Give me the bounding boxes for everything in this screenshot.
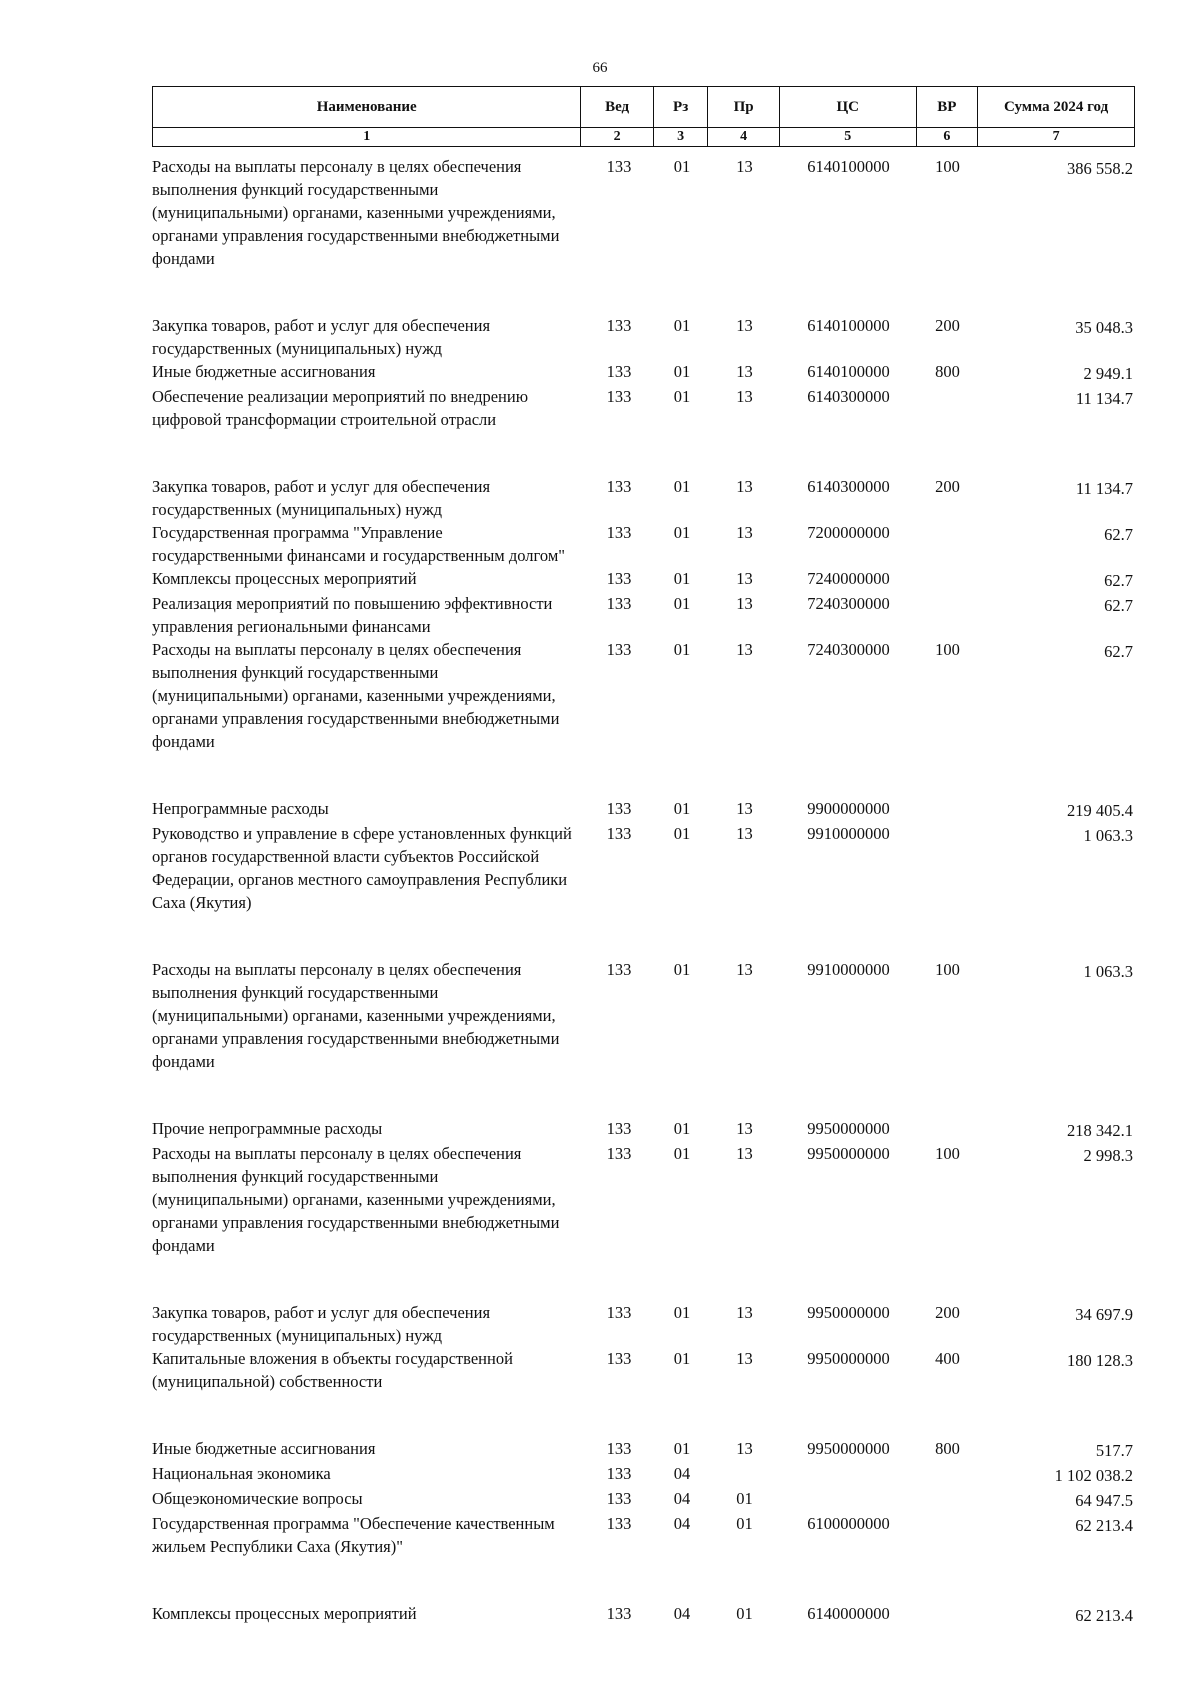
row-rz: 01: [673, 1303, 691, 1322]
row-rz: 01: [673, 362, 691, 381]
row-sum: 62.7: [1104, 571, 1133, 590]
row-cs: 9950000000: [807, 1349, 890, 1368]
table-row: [152, 567, 1135, 592]
table-row: [152, 1602, 1135, 1627]
row-sum: 62.7: [1104, 642, 1133, 661]
row-sum: 386 558.2: [1067, 159, 1133, 178]
table-row: [152, 1512, 1135, 1602]
row-pr: 13: [736, 1144, 753, 1163]
header-num-2: 2: [581, 128, 653, 147]
row-pr: 13: [736, 824, 753, 843]
row-pr: 13: [736, 960, 753, 979]
row-ved: 133: [606, 799, 632, 818]
row-sum: 218 342.1: [1067, 1121, 1133, 1140]
row-rz: 01: [673, 569, 691, 588]
row-cs: 9950000000: [807, 1144, 890, 1163]
row-sum: 62 213.4: [1075, 1516, 1133, 1535]
row-cs: 7240300000: [807, 640, 890, 659]
row-sum: 11 134.7: [1075, 479, 1133, 498]
row-vr: 100: [935, 960, 960, 979]
row-cs: 7240000000: [807, 569, 890, 588]
row-pr: 13: [736, 1119, 753, 1138]
table-row: [152, 1347, 1135, 1437]
row-pr: 01: [736, 1604, 753, 1623]
row-rz: 01: [673, 594, 691, 613]
row-rz: 01: [673, 477, 691, 496]
row-vr: [917, 521, 978, 567]
header-num-5: 5: [779, 128, 916, 147]
row-name: Реализация мероприятий по повышению эффективности управления региональными финансами: [152, 594, 553, 636]
row-name: Общеэкономические вопросы: [152, 1489, 363, 1508]
header-rz: Рз: [653, 87, 708, 128]
header-titles-row: [153, 87, 1135, 128]
row-cs: 9900000000: [807, 799, 890, 818]
row-name: Государственная программа "Управление государственными финансами и государственным долгом": [152, 523, 565, 565]
row-vr: [917, 1487, 978, 1512]
header-num-3: 3: [653, 128, 708, 147]
row-sum: 219 405.4: [1067, 801, 1133, 820]
row-cs: 9910000000: [807, 824, 890, 843]
header-sum: Сумма 2024 год: [978, 87, 1135, 128]
row-pr: 13: [736, 362, 753, 381]
row-cs: 6140300000: [807, 477, 890, 496]
row-ved: 133: [606, 824, 632, 843]
row-rz: 01: [673, 960, 691, 979]
row-pr: [709, 1462, 780, 1487]
table-row: [152, 958, 1135, 1117]
row-rz: 04: [673, 1464, 691, 1483]
row-ved: 133: [606, 569, 632, 588]
row-sum: 64 947.5: [1075, 1491, 1133, 1510]
row-sum: 62.7: [1104, 525, 1133, 544]
row-pr: 13: [736, 569, 753, 588]
row-rz: 01: [673, 316, 691, 335]
row-pr: 13: [736, 523, 753, 542]
row-vr: 400: [935, 1349, 960, 1368]
row-vr: 100: [935, 157, 960, 176]
row-ved: 133: [606, 1349, 632, 1368]
row-vr: [917, 822, 978, 958]
row-sum: 1 102 038.2: [1054, 1466, 1133, 1485]
header-num-4: 4: [708, 128, 779, 147]
row-cs: 6140000000: [807, 1604, 890, 1623]
row-cs: 6100000000: [807, 1514, 890, 1533]
row-cs: 7240300000: [807, 594, 890, 613]
row-vr: [917, 385, 978, 475]
row-rz: 01: [673, 1119, 691, 1138]
table-row: [152, 1487, 1135, 1512]
row-sum: 517.7: [1095, 1441, 1133, 1460]
row-name: Закупка товаров, работ и услуг для обеспечения государственных (муниципальных) нужд: [152, 477, 491, 519]
row-vr: 800: [935, 1439, 960, 1458]
budget-table: [152, 155, 1135, 1627]
row-pr: 13: [736, 477, 753, 496]
table-row: [152, 360, 1135, 385]
row-rz: 01: [673, 523, 691, 542]
table-row: [152, 1301, 1135, 1347]
row-ved: 133: [606, 594, 632, 613]
header-pr: Пр: [708, 87, 779, 128]
row-pr: 13: [736, 1439, 753, 1458]
row-name: Обеспечение реализации мероприятий по внедрению цифровой трансформации строительной отрасли: [152, 387, 529, 429]
table-row: [152, 314, 1135, 360]
budget-table-body: [152, 155, 1135, 1627]
row-cs: 7200000000: [807, 523, 890, 542]
row-pr: 01: [736, 1489, 753, 1508]
row-rz: 01: [673, 640, 691, 659]
row-rz: 01: [673, 1349, 691, 1368]
row-cs: 6140100000: [807, 316, 890, 335]
header-num-1: 1: [153, 128, 581, 147]
row-cs: 9950000000: [807, 1303, 890, 1322]
row-ved: 133: [606, 1144, 632, 1163]
table-header: [152, 86, 1135, 147]
row-cs: 9950000000: [807, 1439, 890, 1458]
row-vr: [917, 1117, 978, 1142]
row-cs: 9950000000: [807, 1119, 890, 1138]
row-ved: 133: [606, 362, 632, 381]
row-ved: 133: [606, 1464, 632, 1483]
row-sum: 62 213.4: [1075, 1606, 1133, 1625]
row-ved: 133: [606, 1489, 632, 1508]
row-rz: 04: [673, 1604, 691, 1623]
row-sum: 1 063.3: [1083, 826, 1133, 845]
row-vr: 200: [935, 316, 960, 335]
row-cs: [780, 1487, 917, 1512]
row-pr: 13: [736, 316, 753, 335]
row-ved: 133: [606, 477, 632, 496]
row-sum: 11 134.7: [1075, 389, 1133, 408]
row-ved: 133: [606, 1439, 632, 1458]
row-pr: 13: [736, 387, 753, 406]
table-row: [152, 1437, 1135, 1462]
row-name: Комплексы процессных мероприятий: [152, 1604, 417, 1623]
row-ved: 133: [606, 387, 632, 406]
row-ved: 133: [606, 640, 632, 659]
row-sum: 180 128.3: [1067, 1351, 1133, 1370]
row-name: Расходы на выплаты персоналу в целях обеспечения выполнения функций государственными (муниципальными) органами, казенными учреждениями, органами управления государственными внебюджетными фондами: [152, 960, 560, 1071]
row-rz: 01: [673, 1439, 691, 1458]
row-ved: 133: [606, 1604, 632, 1623]
table-row: [152, 1117, 1135, 1142]
table-row: [152, 797, 1135, 822]
row-name: Капитальные вложения в объекты государственной (муниципальной) собственности: [152, 1349, 513, 1391]
row-ved: 133: [606, 157, 632, 176]
row-vr: [917, 592, 978, 638]
header-name: Наименование: [153, 87, 581, 128]
row-vr: 200: [935, 1303, 960, 1322]
row-sum: 35 048.3: [1075, 318, 1133, 337]
table-row: [152, 521, 1135, 567]
row-pr: 13: [736, 640, 753, 659]
row-cs: 6140100000: [807, 362, 890, 381]
row-rz: 01: [673, 799, 691, 818]
header-numbers-row: [153, 128, 1135, 147]
header-cs: ЦС: [779, 87, 916, 128]
row-vr: 800: [935, 362, 960, 381]
row-sum: 62.7: [1104, 596, 1133, 615]
row-name: Закупка товаров, работ и услуг для обеспечения государственных (муниципальных) нужд: [152, 316, 491, 358]
row-rz: 01: [673, 1144, 691, 1163]
row-name: Иные бюджетные ассигнования: [152, 362, 376, 381]
row-sum: 2 998.3: [1083, 1146, 1133, 1165]
table-row: [152, 155, 1135, 314]
table-row: [152, 475, 1135, 521]
header-num-6: 6: [916, 128, 978, 147]
table-row: [152, 822, 1135, 958]
row-name: Национальная экономика: [152, 1464, 331, 1483]
row-name: Иные бюджетные ассигнования: [152, 1439, 376, 1458]
row-pr: 13: [736, 594, 753, 613]
row-pr: 13: [736, 157, 753, 176]
page-number: 66: [592, 60, 608, 76]
row-sum: 1 063.3: [1083, 962, 1133, 981]
row-rz: 04: [673, 1489, 691, 1508]
row-name: Государственная программа "Обеспечение качественным жильем Республики Саха (Якутия)": [152, 1514, 555, 1556]
row-rz: 01: [673, 824, 691, 843]
row-ved: 133: [606, 523, 632, 542]
row-sum: 2 949.1: [1083, 364, 1133, 383]
row-ved: 133: [606, 1303, 632, 1322]
row-cs: [780, 1462, 917, 1487]
row-vr: [917, 797, 978, 822]
table-row: [152, 1142, 1135, 1301]
row-rz: 01: [673, 387, 691, 406]
table-row: [152, 385, 1135, 475]
row-name: Расходы на выплаты персоналу в целях обеспечения выполнения функций государственными (муниципальными) органами, казенными учреждениями, органами управления государственными внебюджетными фондами: [152, 1144, 560, 1255]
table-row: [152, 592, 1135, 638]
row-ved: 133: [606, 1119, 632, 1138]
row-vr: [917, 1512, 978, 1602]
row-vr: [917, 1462, 978, 1487]
row-vr: 100: [935, 1144, 960, 1163]
header-vr: ВР: [916, 87, 978, 128]
row-name: Непрограммные расходы: [152, 799, 329, 818]
header-ved: Вед: [581, 87, 653, 128]
row-pr: 13: [736, 799, 753, 818]
row-ved: 133: [606, 960, 632, 979]
row-vr: 100: [935, 640, 960, 659]
row-name: Расходы на выплаты персоналу в целях обеспечения выполнения функций государственными (муниципальными) органами, казенными учреждениями, органами управления государственными внебюджетными фондами: [152, 157, 560, 268]
row-pr: 13: [736, 1349, 753, 1368]
row-name: Руководство и управление в сфере установленных функций органов государственной власти субъектов Российской Федерации, органов местного самоуправления Республики Саха (Якутия): [152, 824, 572, 912]
row-pr: 01: [736, 1514, 753, 1533]
row-ved: 133: [606, 1514, 632, 1533]
header-num-7: 7: [978, 128, 1135, 147]
row-ved: 133: [606, 316, 632, 335]
row-name: Расходы на выплаты персоналу в целях обеспечения выполнения функций государственными (муниципальными) органами, казенными учреждениями, органами управления государственными внебюджетными фондами: [152, 640, 560, 751]
row-name: Закупка товаров, работ и услуг для обеспечения государственных (муниципальных) нужд: [152, 1303, 491, 1345]
row-vr: 200: [935, 477, 960, 496]
row-cs: 6140300000: [807, 387, 890, 406]
table-row: [152, 1462, 1135, 1487]
row-rz: 01: [673, 157, 691, 176]
row-pr: 13: [736, 1303, 753, 1322]
row-vr: [917, 1602, 978, 1627]
row-rz: 04: [673, 1514, 691, 1533]
row-vr: [917, 567, 978, 592]
row-cs: 9910000000: [807, 960, 890, 979]
table-row: [152, 638, 1135, 797]
row-sum: 34 697.9: [1075, 1305, 1133, 1324]
row-name: Прочие непрограммные расходы: [152, 1119, 383, 1138]
row-cs: 6140100000: [807, 157, 890, 176]
row-name: Комплексы процессных мероприятий: [152, 569, 417, 588]
